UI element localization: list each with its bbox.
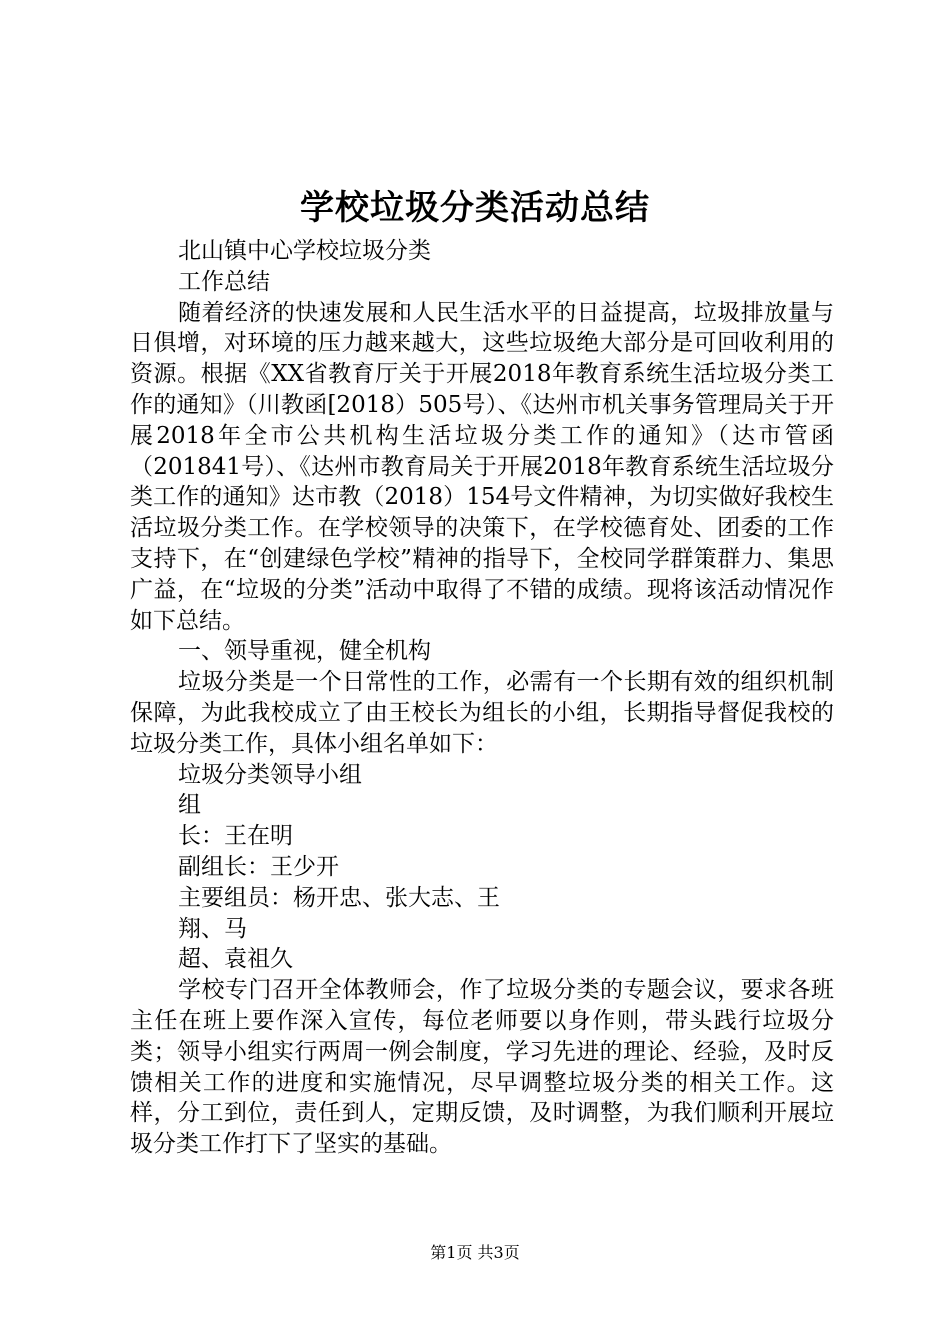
document-title: 学校垃圾分类活动总结 [300, 188, 650, 228]
paragraph-subtitle: 工作总结 [178, 268, 270, 295]
document-body [130, 236, 834, 1160]
group-line-members-2: 翔、马 [178, 915, 247, 942]
group-heading: 垃圾分类领导小组 [178, 761, 362, 788]
paragraph-meeting: 学校专门召开全体教师会，作了垃圾分类的专题会议，要求各班主任在班上要作深入宣传，每位老师要以身作则，带头践行垃圾分类；领导小组实行两周一例会制度，学习先进的理论、经验，及时反馈相关工作的进度和实施情况，尽早调整垃圾分类的相关工作。这样，分工到位，责任到人，定期反馈，及时调整，为我们顺利开展垃圾分类工作打下了坚实的基础。 [130, 977, 834, 1158]
paragraph-organization: 垃圾分类是一个日常性的工作，必需有一个长期有效的组织机制保障，为此我校成立了由王校长为组长的小组，长期指导督促我校的垃圾分类工作，具体小组名单如下： [130, 669, 834, 757]
paragraph-intro: 随着经济的快速发展和人民生活水平的日益提高，垃圾排放量与日俱增，对环境的压力越来越大，这些垃圾绝大部分是可回收利用的资源。根据《XX省教育厅关于开展2018年教育系统生活垃圾分类工作的通知》（川教函[2018）505号）、《达州市机关事务管理局关于开展2018年全市公共机构生活垃圾分类工作的通知》（达市管函（201841号）、《达州市教育局关于开展2018年教育系统生活垃圾分类工作的通知》达市教（2018）154号文件精神，为切实做好我校生活垃圾分类工作。在学校领导的决策下，在学校德育处、团委的工作支持下，在“创建绿色学校”精神的指导下，全校同学群策群力、集思广益，在“垃圾的分类”活动中取得了不错的成绩。现将该活动情况作如下总结。 [130, 299, 834, 634]
paragraph-school-name: 北山镇中心学校垃圾分类 [178, 238, 431, 264]
group-line-members: 主要组员：杨开忠、张大志、王 [178, 884, 500, 911]
page-footer: 第1页 共3页 [430, 1243, 520, 1262]
group-line-deputy: 副组长：王少开 [178, 853, 339, 880]
group-line-leader: 长：王在明 [178, 823, 293, 850]
group-line-members-3: 超、袁祖久 [178, 946, 293, 973]
group-line-1: 组 [178, 792, 201, 819]
section-heading-1: 一、领导重视，健全机构 [178, 638, 431, 665]
